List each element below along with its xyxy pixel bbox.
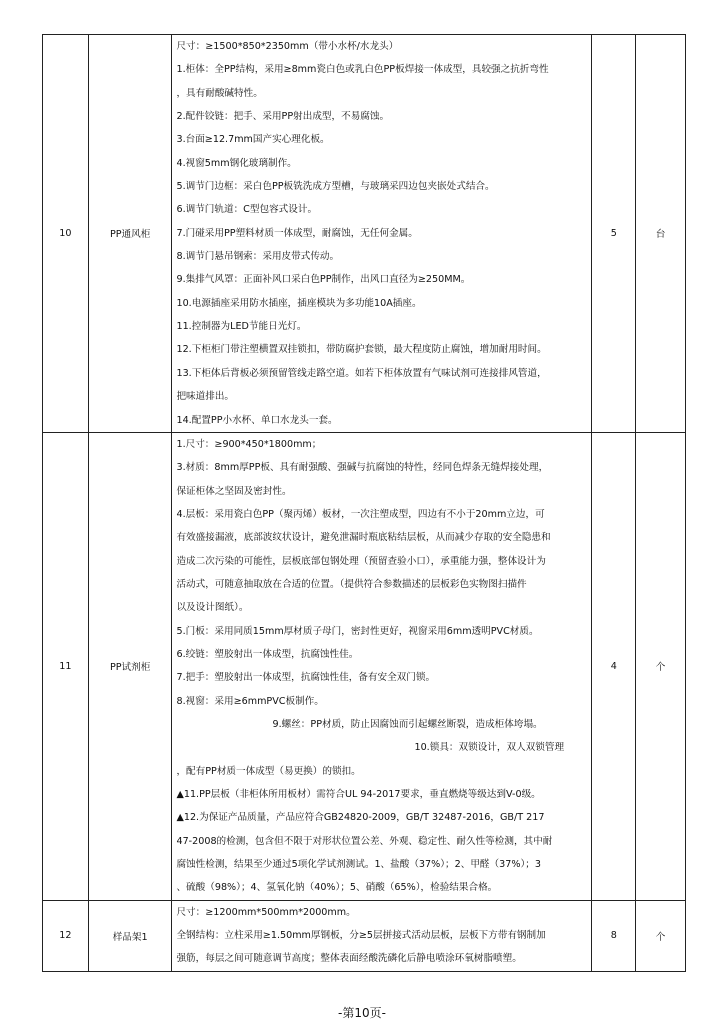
spec-line: 全钢结构：立柱采用≥1.50mm厚钢板，分≥5层拼接式活动层板，层板下方带有钢制加	[176, 930, 546, 942]
spec-line: 4.视窗5mm钢化玻璃制作。	[176, 157, 297, 169]
spec-table	[42, 34, 686, 972]
spec-line: 3.台面≥12.7mm国产实心理化板。	[176, 134, 330, 146]
table-row	[43, 432, 686, 900]
table-row	[43, 35, 686, 433]
spec-line: 尺寸：≥1500*850*2350mm（带小水杯/水龙头）	[176, 41, 399, 52]
item-quantity: 4	[592, 432, 636, 900]
item-quantity: 8	[592, 900, 636, 971]
spec-line: 6.绞链：塑胶射出一体成型，抗腐蚀性佳。	[176, 648, 359, 660]
spec-line: 造成二次污染的可能性，层板底部包钢处理（预留查验小口），承重能力强，整体设计为	[176, 555, 546, 567]
item-specification	[172, 432, 592, 900]
spec-line: ，配有PP材质一体成型（易更换）的锁扣。	[176, 765, 361, 777]
item-unit: 台	[636, 35, 686, 433]
item-specification	[172, 35, 592, 433]
spec-line: 12.下柜柜门带注塑横置双挂锁扣，带防腐护套锁，最大程度防止腐蚀，增加耐用时间。	[176, 344, 547, 356]
item-name: 样品架1	[88, 900, 172, 971]
spec-line: 13.下柜体后背板必须预留管线走路空道。如若下柜体放置有气味试剂可连接排风管道，	[176, 367, 547, 379]
spec-line: 保证柜体之坚固及密封性。	[176, 485, 292, 497]
spec-line: ▲12.为保证产品质量，产品应符合GB24820-2009，GB/T 32487-2016，GB/T 217	[176, 812, 545, 824]
spec-line: 47-2008的检测，包含但不限于对形状位置公差、外观、稳定性、耐久性等检测，其中耐	[176, 835, 553, 847]
item-number: 12	[43, 900, 89, 971]
spec-line: 2.配件铰链：把手、采用PP射出成型，不易腐蚀。	[176, 111, 390, 123]
spec-line: 4.层板：采用瓷白色PP（聚丙烯）板材，一次注塑成型，四边有不小于20mm立边，可	[176, 508, 545, 520]
spec-line: 5.调节门边框：采白色PP板铣洗成方型槽，与玻璃采四边包夹嵌处式结合。	[176, 181, 495, 193]
spec-line: 10.锁具：双锁设计，双人双锁管理	[414, 742, 565, 754]
spec-line: 把味道排出。	[176, 391, 235, 403]
spec-line: ▲11.PP层板（非柜体所用板材）需符合UL 94-2017要求，垂直燃烧等级达到V-0级。	[176, 789, 541, 800]
spec-line: 7.门碰采用PP塑料材质一体成型，耐腐蚀，无任何金属。	[176, 227, 418, 239]
spec-line: ，具有耐酸碱特性。	[176, 87, 263, 99]
spec-line: 1.尺寸：≥900*450*1800mm；	[176, 438, 322, 450]
item-unit: 个	[636, 900, 686, 971]
page-number: -第10页-	[338, 1006, 386, 1020]
spec-line: 5.门板：采用同质15mm厚材质子母门，密封性更好，视窗采用6mm透明PVC材质。	[176, 625, 539, 637]
spec-line: 14.配置PP小水杯、单口水龙头一套。	[176, 414, 338, 426]
item-name: PP试剂柜	[88, 432, 172, 900]
spec-line: 10.电源插座采用防水插座，插座模块为多功能10A插座。	[176, 297, 422, 309]
spec-line: 有效盛接漏液，底部波纹状设计，避免泄漏时瓶底粘结层板，从而减少存取的安全隐患和	[176, 532, 551, 544]
spec-line: 腐蚀性检测，结果至少通过5项化学试剂测试。1、盐酸（37%）；2、甲醛（37%）；3	[176, 859, 541, 871]
spec-line: 活动式，可随意抽取放在合适的位置。（提供符合参数描述的层板彩色实物图扫描件	[176, 578, 527, 590]
spec-line: 8.视窗：采用≥6mmPVC板制作。	[176, 695, 324, 707]
spec-line: 9.集排气风罩：正面补风口采白色PP制作，出风口直径为≥250MM。	[176, 274, 471, 286]
item-quantity: 5	[592, 35, 636, 433]
item-unit: 个	[636, 432, 686, 900]
spec-line: 6.调节门轨道：C型包容式设计。	[176, 204, 318, 216]
spec-line: 9.螺丝：PP材质，防止因腐蚀而引起螺丝断裂，造成柜体垮塌。	[272, 718, 543, 730]
spec-line: 11.控制器为LED节能日光灯。	[176, 321, 307, 333]
spec-line: 以及设计图纸）。	[176, 602, 249, 614]
spec-line: 尺寸：≥1200mm*500mm*2000mm。	[176, 906, 356, 918]
item-number: 11	[43, 432, 89, 900]
table-row	[43, 900, 686, 971]
spec-line: 强筋，每层之间可随意调节高度；整体表面经酸洗磷化后静电喷涂环氧树脂喷塑。	[176, 953, 522, 965]
spec-line: 7.把手：塑胶射出一体成型，抗腐蚀性佳，备有安全双门锁。	[176, 672, 436, 684]
spec-line: 1.柜体：全PP结构，采用≥8mm瓷白色或乳白色PP板焊接一体成型，具较强之抗折弯性	[176, 64, 549, 76]
spec-line: 3.材质：8mm厚PP板、具有耐强酸、强碱与抗腐蚀的特性，经同色焊条无缝焊接处理，	[176, 462, 549, 474]
item-specification	[172, 900, 592, 971]
item-name: PP通风柜	[88, 35, 172, 433]
spec-line: 8.调节门悬吊钢索：采用皮带式传动。	[176, 251, 340, 263]
spec-line: 、硫酸（98%）；4、氢氧化钠（40%）；5、硝酸（65%），检验结果合格。	[176, 882, 498, 894]
item-number: 10	[43, 35, 89, 433]
